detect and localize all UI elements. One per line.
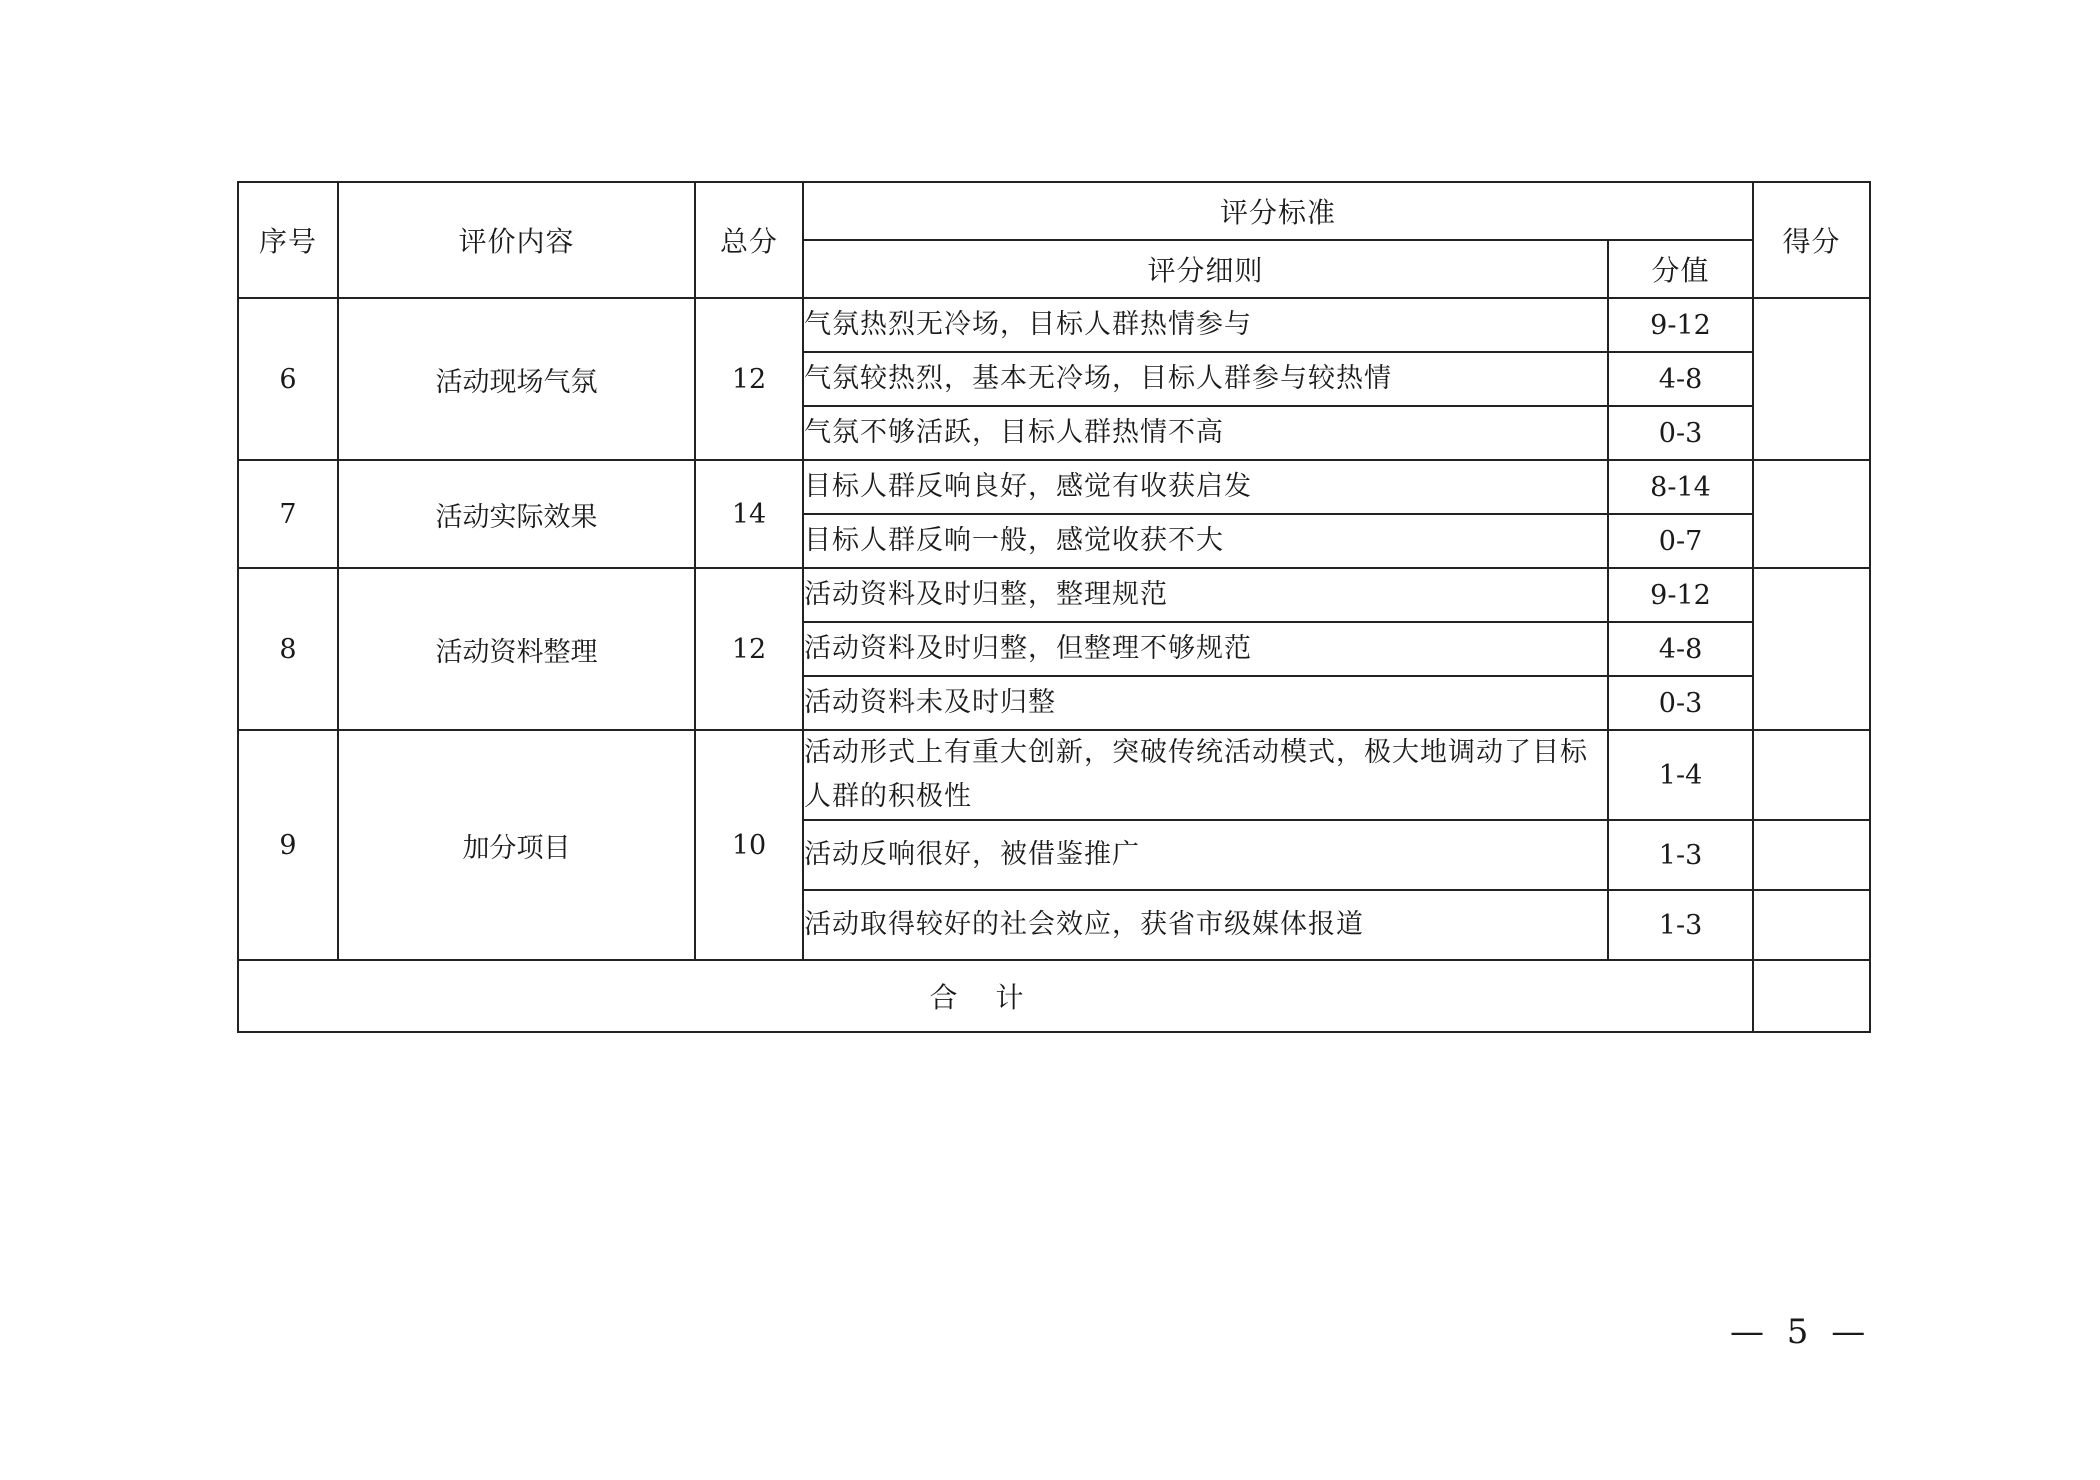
row-content: 活动实际效果 [338, 460, 695, 568]
score-cell[interactable] [1753, 890, 1870, 960]
score-cell[interactable] [1753, 298, 1870, 460]
criteria-detail: 目标人群反响一般，感觉收获不大 [803, 514, 1608, 568]
criteria-detail: 气氛较热烈，基本无冷场，目标人群参与较热情 [803, 352, 1608, 406]
row-seq: 7 [238, 460, 338, 568]
header-value: 分值 [1608, 240, 1753, 298]
row-content: 活动现场气氛 [338, 298, 695, 460]
row-seq: 8 [238, 568, 338, 730]
header-total: 总分 [695, 182, 803, 298]
score-cell[interactable] [1753, 730, 1870, 820]
criteria-value: 8-14 [1608, 460, 1753, 514]
header-seq: 序号 [238, 182, 338, 298]
table-row [238, 568, 1870, 622]
table-row [238, 730, 1870, 820]
scoring-table [237, 181, 1871, 1033]
criteria-value: 0-3 [1608, 676, 1753, 730]
header-content: 评价内容 [338, 182, 695, 298]
score-cell[interactable] [1753, 820, 1870, 890]
row-total: 12 [695, 298, 803, 460]
criteria-value: 1-3 [1608, 890, 1753, 960]
criteria-value: 4-8 [1608, 352, 1753, 406]
criteria-detail: 气氛不够活跃，目标人群热情不高 [803, 406, 1608, 460]
page-number: — 5 — [1730, 1312, 1872, 1352]
criteria-detail: 活动资料及时归整，整理规范 [803, 568, 1608, 622]
row-seq: 9 [238, 730, 338, 960]
criteria-value: 1-4 [1608, 730, 1753, 820]
criteria-detail: 活动资料未及时归整 [803, 676, 1608, 730]
criteria-value: 9-12 [1608, 568, 1753, 622]
header-detail: 评分细则 [803, 240, 1608, 298]
header-score: 得分 [1753, 182, 1870, 298]
criteria-detail: 活动反响很好，被借鉴推广 [803, 820, 1608, 890]
row-total: 10 [695, 730, 803, 960]
criteria-value: 0-3 [1608, 406, 1753, 460]
header-criteria: 评分标准 [803, 182, 1753, 240]
table-row [238, 460, 1870, 514]
header-row-1 [238, 182, 1870, 240]
row-content: 加分项目 [338, 730, 695, 960]
criteria-detail: 活动形式上有重大创新，突破传统活动模式，极大地调动了目标人群的积极性 [803, 730, 1608, 820]
row-content: 活动资料整理 [338, 568, 695, 730]
criteria-value: 9-12 [1608, 298, 1753, 352]
criteria-value: 4-8 [1608, 622, 1753, 676]
score-cell[interactable] [1753, 568, 1870, 730]
total-row [238, 960, 1870, 1032]
criteria-detail: 活动取得较好的社会效应，获省市级媒体报道 [803, 890, 1608, 960]
score-cell[interactable] [1753, 460, 1870, 568]
criteria-detail: 活动资料及时归整，但整理不够规范 [803, 622, 1608, 676]
table-row [238, 298, 1870, 352]
criteria-value: 0-7 [1608, 514, 1753, 568]
row-seq: 6 [238, 298, 338, 460]
row-total: 14 [695, 460, 803, 568]
criteria-detail: 目标人群反响良好，感觉有收获启发 [803, 460, 1608, 514]
row-total: 12 [695, 568, 803, 730]
total-label: 合计 [238, 960, 1753, 1032]
criteria-detail: 气氛热烈无冷场，目标人群热情参与 [803, 298, 1608, 352]
criteria-value: 1-3 [1608, 820, 1753, 890]
total-score-cell[interactable] [1753, 960, 1870, 1032]
